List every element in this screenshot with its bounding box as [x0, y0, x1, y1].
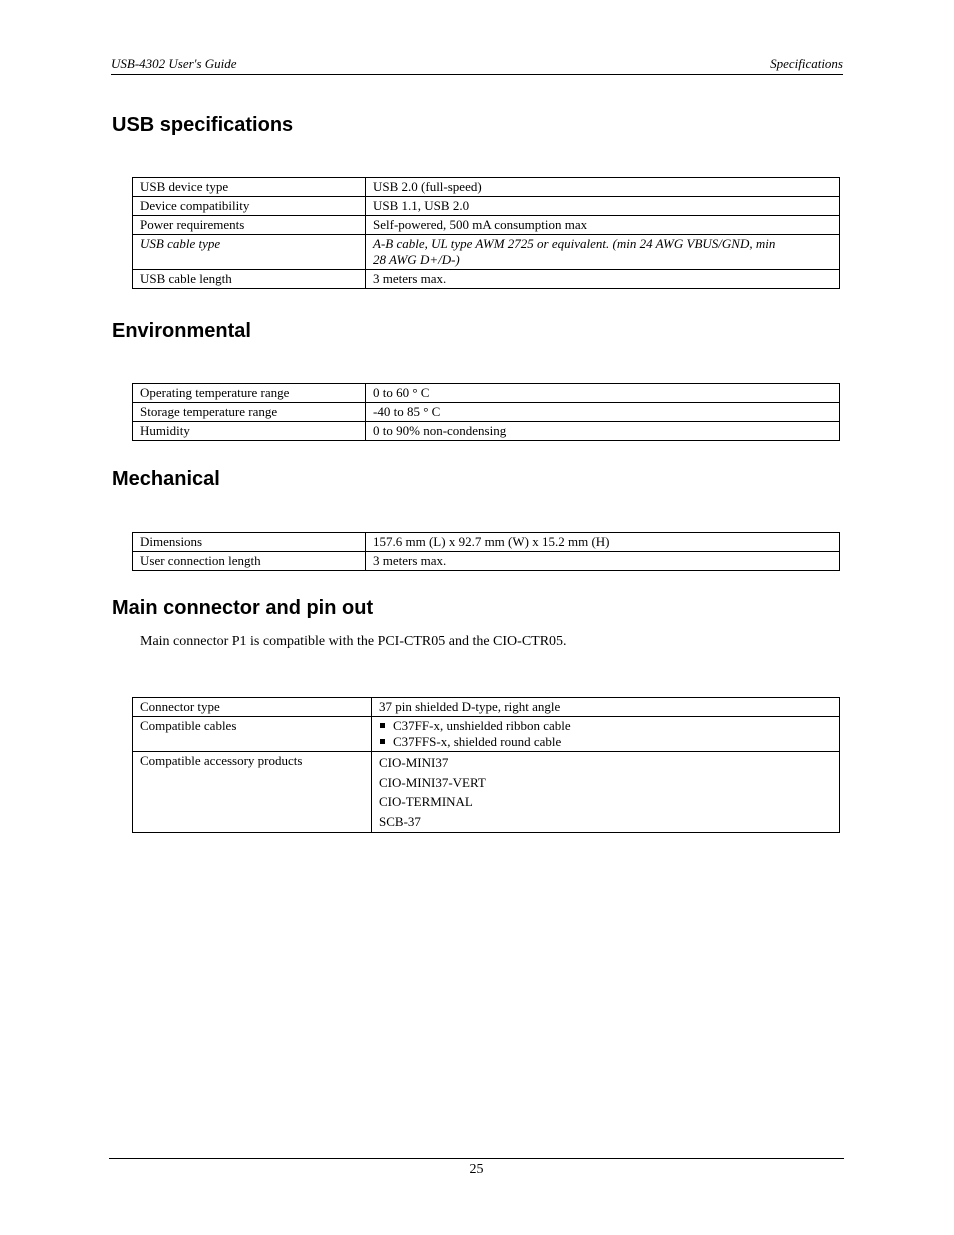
- table-row: [133, 235, 840, 270]
- connector-intro-text: Main connector P1 is compatible with the PCI-CTR05 and the CIO-CTR05.: [140, 634, 567, 649]
- row-value: 157.6 mm (L) x 92.7 mm (W) x 15.2 mm (H): [366, 533, 840, 552]
- row-label: USB cable length: [133, 270, 366, 289]
- table-row: [133, 384, 840, 403]
- mechanical-heading: Mechanical: [112, 468, 220, 490]
- page-number: 25: [469, 1162, 484, 1177]
- cable-list: [379, 718, 832, 750]
- row-label: USB device type: [133, 178, 366, 197]
- list-item: C37FF-x, unshielded ribbon cable: [379, 718, 832, 734]
- row-label: Storage temperature range: [133, 403, 366, 422]
- row-value: 0 to 60 ° C: [366, 384, 840, 403]
- table-row: [133, 552, 840, 571]
- header-doc-title: USB-4302 User's Guide: [111, 56, 237, 71]
- table-row: [133, 752, 840, 833]
- row-value: 0 to 90% non-condensing: [366, 422, 840, 441]
- table-row: [133, 178, 840, 197]
- mechanical-table: [132, 532, 840, 571]
- row-label: Humidity: [133, 422, 366, 441]
- list-item: CIO-TERMINAL: [379, 794, 473, 809]
- row-value: 3 meters max.: [366, 270, 840, 289]
- row-value: [372, 717, 840, 752]
- header-section-title: Specifications: [770, 56, 843, 71]
- page-footer: [109, 1158, 844, 1178]
- table-row: [133, 698, 840, 717]
- page-header: [111, 55, 843, 75]
- table-row: [133, 216, 840, 235]
- table-row: [133, 422, 840, 441]
- environmental-table: [132, 383, 840, 441]
- row-value: USB 2.0 (full-speed): [366, 178, 840, 197]
- row-value: 3 meters max.: [366, 552, 840, 571]
- row-label: Device compatibility: [133, 197, 366, 216]
- table-row: [133, 270, 840, 289]
- row-label: Operating temperature range: [133, 384, 366, 403]
- row-label: USB cable type: [133, 235, 366, 270]
- connector-table: [132, 697, 840, 833]
- table-row: [133, 717, 840, 752]
- row-label: Dimensions: [133, 533, 366, 552]
- connector-heading: Main connector and pin out: [112, 597, 374, 619]
- list-item: CIO-MINI37: [379, 755, 449, 770]
- row-label: Power requirements: [133, 216, 366, 235]
- table-row: [133, 197, 840, 216]
- row-value: USB 1.1, USB 2.0: [366, 197, 840, 216]
- usb-specs-table: [132, 177, 840, 289]
- row-label: Compatible accessory products: [133, 752, 372, 833]
- usb-specs-heading: USB specifications: [112, 114, 294, 136]
- row-label: User connection length: [133, 552, 366, 571]
- row-label: Compatible cables: [133, 717, 372, 752]
- row-value: Self-powered, 500 mA consumption max: [366, 216, 840, 235]
- row-value: 37 pin shielded D-type, right angle: [372, 698, 840, 717]
- environmental-heading: Environmental: [112, 320, 251, 342]
- list-item: SCB-37: [379, 813, 421, 829]
- table-row: [133, 533, 840, 552]
- row-label: Connector type: [133, 698, 372, 717]
- row-value: A-B cable, UL type AWM 2725 or equivalent. (min 24 AWG VBUS/GND, min 28 AWG D+/D-): [366, 235, 840, 270]
- table-row: [133, 403, 840, 422]
- row-value: -40 to 85 ° C: [366, 403, 840, 422]
- row-value: [372, 752, 840, 833]
- list-item: C37FFS-x, shielded round cable: [379, 734, 832, 750]
- list-item: CIO-MINI37-VERT: [379, 774, 486, 790]
